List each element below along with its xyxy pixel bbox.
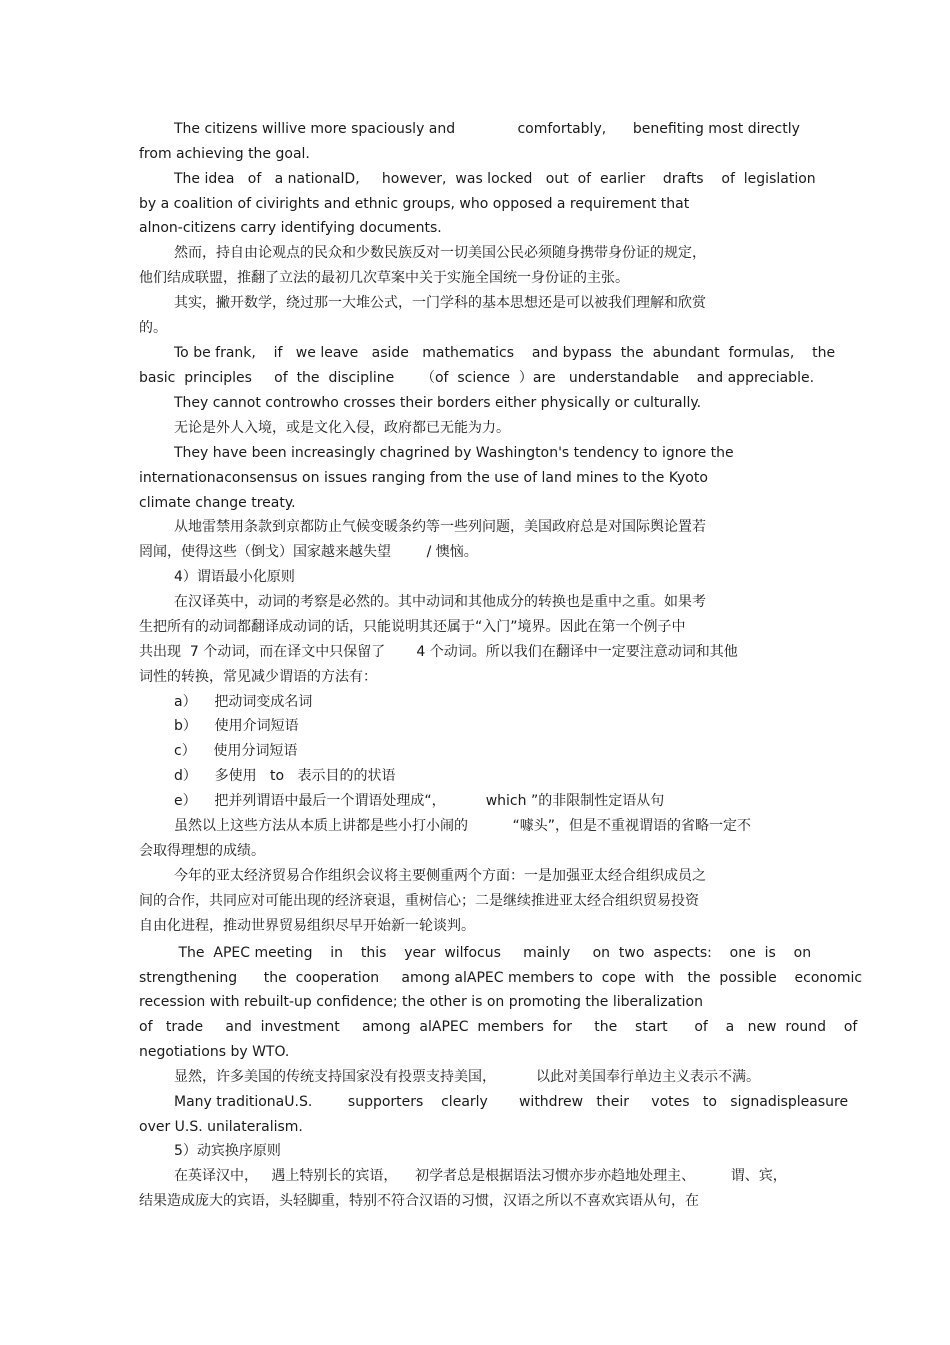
- text-line: alnon-citizens carry identifying documents.: [139, 220, 442, 236]
- text-line: 共出现 7 个动词，而在译文中只保留了 4 个动词。所以我们在翻译中一定要注意动词和其他: [139, 644, 738, 660]
- text-line: over U.S. unilateralism.: [139, 1119, 303, 1135]
- text-line: basic principles of the discipline （of science ）are understandable and appreciable.: [139, 370, 815, 386]
- section-heading: 4）谓语最小化原则: [174, 569, 295, 585]
- text-line: of trade and investment among alAPEC members for the start of a new round of: [139, 1019, 858, 1035]
- list-item: c） 使用分词短语: [174, 743, 298, 759]
- text-line: 在英译汉中， 遇上特别长的宾语， 初学者总是根据语法习惯亦步亦趋地处理主、 谓、宾，: [174, 1168, 787, 1184]
- text-line: 虽然以上这些方法从本质上讲都是些小打小闹的 “噱头”，但是不重视谓语的省略一定不: [174, 818, 752, 834]
- text-line: 的。: [139, 320, 167, 336]
- text-line: The citizens willive more spaciously and comfortably, benefiting most directly: [174, 121, 800, 137]
- text-line: To be frank, if we leave aside mathematics and bypass the abundant formulas, the: [174, 345, 836, 361]
- list-item: d） 多使用 to 表示目的的状语: [174, 768, 396, 784]
- text-line: 在汉译英中，动词的考察是必然的。其中动词和其他成分的转换也是重中之重。如果考: [174, 594, 706, 610]
- text-line: 他们结成联盟，推翻了立法的最初几次草案中关于实施全国统一身份证的主张。: [139, 270, 629, 286]
- text-line: The APEC meeting in this year wilfocus mainly on two aspects: one is on: [174, 945, 812, 961]
- list-item: e） 把并列谓语中最后一个谓语处理成“， which ”的非限制性定语从句: [174, 793, 665, 809]
- text-line: 今年的亚太经济贸易合作组织会议将主要侧重两个方面：一是加强亚太经合组织成员之: [174, 868, 706, 884]
- text-line: 显然，许多美国的传统支持国家没有投票支持美国， 以此对美国奉行单边主义表示不满。: [174, 1069, 761, 1085]
- text-line: recession with rebuilt-up confidence; the other is on promoting the liberalization: [139, 994, 703, 1010]
- text-line: 生把所有的动词都翻译成动词的话，只能说明其还属于“入门”境界。因此在第一个例子中: [139, 619, 686, 635]
- text-line: internationaconsensus on issues ranging from the use of land mines to the Kyoto: [139, 470, 708, 486]
- text-line: by a coalition of civirights and ethnic groups, who opposed a requirement that: [139, 196, 690, 212]
- text-line: 无论是外人入境，或是文化入侵，政府都已无能为力。: [174, 420, 510, 436]
- text-line: strengthening the cooperation among alAPEC members to cope with the possible economic: [139, 970, 863, 986]
- text-line: Many traditionaU.S. supporters clearly withdrew their votes to signadispleasure: [174, 1094, 849, 1110]
- text-line: They have been increasingly chagrined by Washington's tendency to ignore the: [174, 445, 734, 461]
- text-line: 自由化进程，推动世界贸易组织尽早开始新一轮谈判。: [139, 918, 475, 934]
- text-line: 结果造成庞大的宾语，头轻脚重，特别不符合汉语的习惯，汉语之所以不喜欢宾语从句，在: [139, 1193, 699, 1209]
- text-line: 间的合作，共同应对可能出现的经济衰退，重树信心；二是继续推进亚太经合组织贸易投资: [139, 893, 699, 909]
- text-line: 从地雷禁用条款到京都防止气候变暖条约等一些列问题，美国政府总是对国际舆论置若: [174, 519, 706, 535]
- text-line: They cannot controwho crosses their borders either physically or culturally.: [174, 395, 702, 411]
- text-line: 词性的转换，常见减少谓语的方法有：: [139, 669, 377, 685]
- text-line: 然而，持自由论观点的民众和少数民族反对一切美国公民必须随身携带身份证的规定，: [174, 245, 706, 261]
- text-line: The idea of a nationalD, however, was locked out of earlier drafts of legislation: [174, 171, 816, 187]
- text-line: climate change treaty.: [139, 495, 296, 511]
- text-line: 其实，撇开数学，绕过那一大堆公式，一门学科的基本思想还是可以被我们理解和欣赏: [174, 295, 706, 311]
- section-heading: 5）动宾换序原则: [174, 1143, 281, 1159]
- text-line: 罔闻，使得这些（倒戈）国家越来越失望 / 懊恼。: [139, 544, 478, 560]
- list-item: b） 使用介词短语: [174, 718, 299, 734]
- text-line: from achieving the goal.: [139, 146, 310, 162]
- text-line: negotiations by WTO.: [139, 1044, 290, 1060]
- text-line: 会取得理想的成绩。: [139, 843, 265, 859]
- list-item: a） 把动词变成名词: [174, 694, 313, 710]
